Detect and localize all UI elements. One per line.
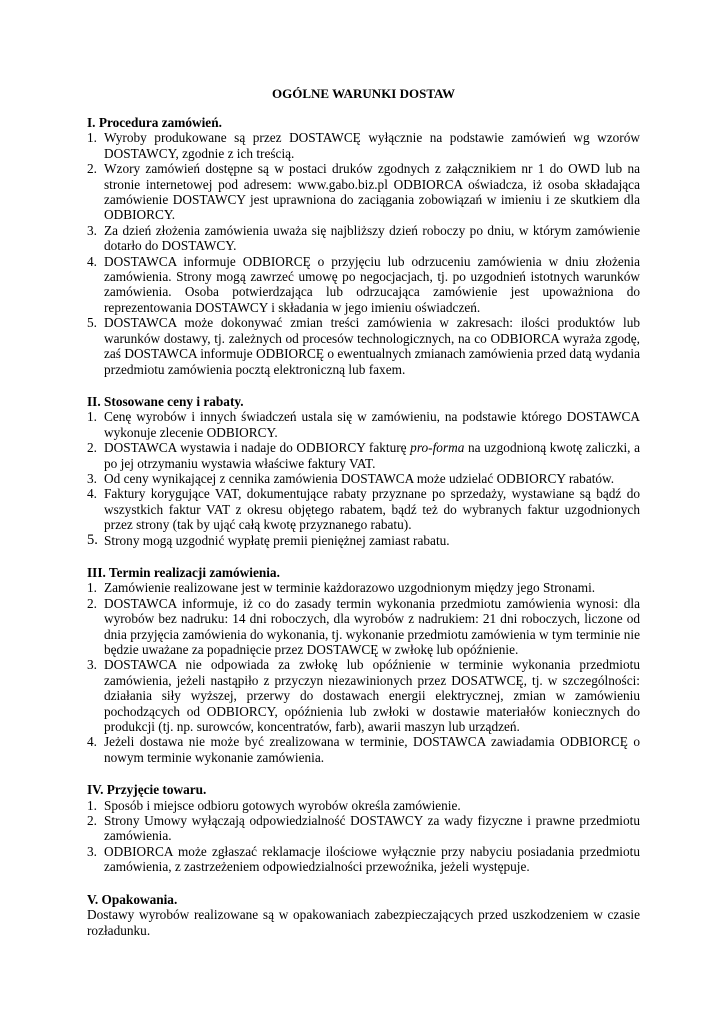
- clause-list: [87, 409, 640, 548]
- clause-item: [87, 130, 640, 161]
- clause-item: [87, 813, 640, 844]
- clause-item: [87, 315, 640, 377]
- clause-number: 5.: [87, 315, 97, 331]
- clause-item: [87, 734, 640, 765]
- section-opakowania: [87, 892, 640, 938]
- clause-number: 3.: [87, 470, 97, 486]
- clause-text: Za dzień złożenia zamówienia uważa się najbliższy dzień roboczy po dniu, w którym zamówienie dotarło do DOSTAWCY.: [104, 222, 640, 254]
- section-przyjecie-towaru: [87, 782, 640, 874]
- clause-text: Od ceny wynikającej z cennika zamówienia DOSTAWCA może udzielać ODBIORCY rabatów.: [104, 470, 615, 486]
- clause-text: DOSTAWCA informuje, iż co do zasady termin wykonania przedmiotu zamówienia wynosi: dla wyrobów bez nadruku: 14 dni roboczych, dla wyrobów z nadrukiem: 21 dni roboczych, liczone od dnia przyjęcia zamówienia do wykonania, tj. wykonanie przedmiotu zamówienia w tym terminie nie będzie uważane za popadnięcie przez DOSTAWCĘ w zwłokę lub opóźnienie.: [104, 595, 640, 657]
- clause-number: 1.: [87, 580, 97, 596]
- clause-item: [87, 533, 640, 548]
- clause-text: Cenę wyrobów i innych świadczeń ustala się w zamówieniu, na podstawie którego DOSTAWCA wykonuje zlecenie ODBIORCY.: [104, 409, 640, 440]
- clause-text: ODBIORCA może zgłaszać reklamacje ilościowe wyłącznie przy nabyciu posiadania przedmiotu zamówienia, z zastrzeżeniem odpowiedzialności przewoźnika, jeżeli występuje.: [104, 843, 640, 875]
- clause-item: [87, 254, 640, 316]
- clause-text: Faktury korygujące VAT, dokumentujące rabaty przyznane po sprzedaży, wystawiane są bądź do wszystkich faktur VAT z okresu objętego rabatem, bądź też do wybranych faktur uzgodnionych przez strony (tak by ująć całą kwotę przyznanego rabatu).: [104, 486, 640, 533]
- clause-number: 1.: [87, 130, 97, 146]
- section-heading: I. Procedura zamówień.: [87, 115, 222, 130]
- clause-text: Jeżeli dostawa nie może być zrealizowana w terminie, DOSTAWCA zawiadamia ODBIORCĘ o nowym terminie wykonanie zamówienia.: [104, 734, 640, 765]
- clause-text: DOSTAWCA nie odpowiada za zwłokę lub opóźnienie w terminie wykonania przedmiotu zamówienia, jeżeli nastąpiło z przyczyn niezawinionych przez DOSATWCĘ, tj. w szczególności: działania siły wyższej, przerwy do dostawach energii elektrycznej, zmian w zamówieniu pochodzących od ODBIORCY, opóźnienia lub zwłoki w dostawie materiałów koniecznych do produkcji (tj. np. surowców, koncentratów, farb), awarii maszyn lub urządzeń.: [104, 657, 640, 735]
- clause-item: [87, 486, 640, 532]
- clause-text: Strony mogą uzgodnić wypłatę premii pieniężnej zamiast rabatu.: [104, 532, 450, 548]
- section-procedura: [87, 115, 640, 377]
- clause-number: 2.: [87, 440, 97, 456]
- clause-text: Wzory zamówień dostępne są w postaci druków zgodnych z załącznikiem nr 1 do OWD lub na stronie internetowej pod adresem: www.gabo.biz.pl ODBIORCA oświadcza, iż osoba składająca zamówienie DOSTAWCY jest uprawniona do zaciągania zobowiązań w imieniu i ze skutkiem dla ODBIORCY.: [104, 161, 640, 223]
- section-heading: III. Termin realizacji zamówienia.: [87, 564, 280, 580]
- clause-list: [87, 798, 640, 875]
- clause-number: 1.: [87, 797, 97, 813]
- section-heading: II. Stosowane ceny i rabaty.: [87, 393, 244, 409]
- clause-number: 3.: [87, 222, 97, 238]
- section-heading: V. Opakowania.: [87, 891, 178, 907]
- section-heading: IV. Przyjęcie towaru.: [87, 782, 207, 798]
- clause-text-part: na uzgodnioną kwotę zaliczki, a po jej otrzymaniu wystawia właściwe faktury VAT.: [104, 440, 640, 471]
- section-termin-realizacji: [87, 565, 640, 765]
- section-paragraph: Dostawy wyrobów realizowane są w opakowaniach zabezpieczających przed uszkodzeniem w czasie rozładunku.: [87, 907, 640, 938]
- clause-item: [87, 440, 640, 471]
- clause-item: [87, 223, 640, 254]
- clause-item: [87, 580, 640, 595]
- clause-text: Strony Umowy wyłączają odpowiedzialność DOSTAWCY za wady fizyczne i prawne przedmiotu zamówienia.: [104, 813, 640, 844]
- clause-item: [87, 657, 640, 734]
- clause-text: Sposób i miejsce odbioru gotowych wyrobów określa zamówienie.: [104, 797, 461, 813]
- clause-text-part: DOSTAWCA wystawia i nadaje do ODBIORCY fakturę: [104, 440, 411, 456]
- clause-item: [87, 596, 640, 658]
- clause-item: [87, 471, 640, 486]
- section-ceny-rabaty: [87, 394, 640, 548]
- clause-text: DOSTAWCA informuje ODBIORCĘ o przyjęciu lub odrzuceniu zamówienia w dniu złożenia zamówienia. Strony mogą zawrzeć umowę po negocjacjach, tj. po uzgodnień istotnych warunków zamówienia. Osoba potwierdzająca lub odrzucająca zamówienie jest upoważniona do reprezentowania DOSTAWCY i składania w jego imieniu oświadczeń.: [104, 253, 640, 315]
- clause-text: Wyroby produkowane są przez DOSTAWCĘ wyłącznie na podstawie zamówień wg wzorów DOSTAWCY, zgodnie z ich treścią.: [104, 130, 640, 161]
- clause-number: 4.: [87, 486, 97, 502]
- clause-item: [87, 409, 640, 440]
- clause-number: 3.: [87, 843, 97, 859]
- clause-list: [87, 580, 640, 765]
- document-page: [87, 86, 640, 955]
- clause-text: Zamówienie realizowane jest w terminie każdorazowo uzgodnionym między jego Stronami.: [104, 580, 596, 596]
- clause-text: DOSTAWCA może dokonywać zmian treści zamówienia w zakresach: ilości produktów lub warunków dostawy, tj. zależnych od procesów technologicznych, na co ODBIORCA wyraża zgodę, zaś DOSTAWCA informuje ODBIORCĘ o ewentualnych zmianach zamówienia przed datą wydania przedmiotu zamówienia pocztą elektroniczną lub faxem.: [104, 315, 640, 377]
- clause-number: 4.: [87, 734, 97, 750]
- clause-number: 1.: [87, 409, 97, 425]
- clause-text: [104, 440, 640, 471]
- clause-number: 4.: [87, 253, 97, 269]
- clause-list: [87, 130, 640, 377]
- document-title: OGÓLNE WARUNKI DOSTAW: [272, 86, 455, 101]
- clause-item: [87, 844, 640, 875]
- clause-item: [87, 798, 640, 813]
- clause-number: 3.: [87, 657, 97, 673]
- clause-number: 2.: [87, 813, 97, 829]
- clause-number: 5.: [87, 531, 98, 548]
- clause-item: [87, 161, 640, 223]
- clause-number: 2.: [87, 595, 97, 611]
- clause-number: 2.: [87, 161, 97, 177]
- clause-text-italic: pro-forma: [410, 440, 465, 456]
